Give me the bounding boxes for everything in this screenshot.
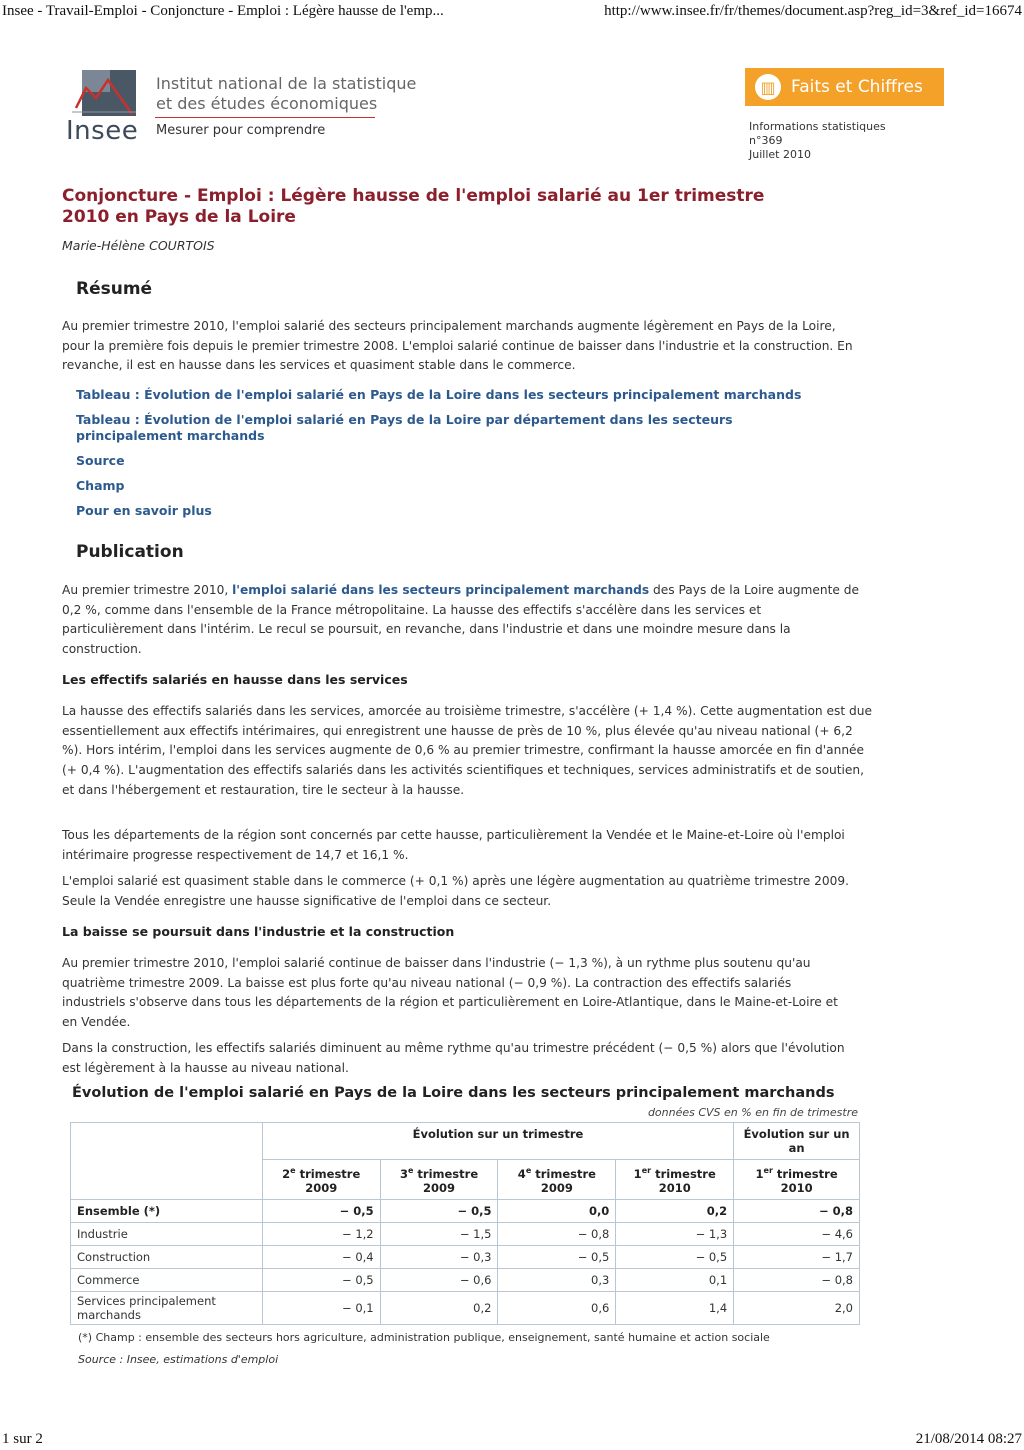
cell-value: − 0,1 <box>262 1291 380 1324</box>
cell-value: − 0,5 <box>262 1199 380 1222</box>
cell-value: − 0,5 <box>380 1199 498 1222</box>
period-header: 4e trimestre 2009 <box>498 1160 616 1200</box>
cell-value: − 1,5 <box>380 1222 498 1245</box>
info-date: Juillet 2010 <box>749 148 811 161</box>
employment-table <box>70 1122 860 1325</box>
link-en-savoir-plus[interactable]: Pour en savoir plus <box>76 503 212 518</box>
table-corner <box>71 1123 263 1200</box>
faits-et-chiffres-button[interactable] <box>745 68 944 106</box>
publication-intro <box>62 581 862 660</box>
chart-icon: ▥ <box>755 74 781 100</box>
cell-value: − 0,8 <box>734 1199 860 1222</box>
article-author: Marie-Hélène COURTOIS <box>62 238 215 253</box>
cell-value: − 0,4 <box>262 1245 380 1268</box>
cell-value: − 0,8 <box>734 1268 860 1291</box>
table-footnote: (*) Champ : ensemble des secteurs hors agriculture, administration publique, enseignement, santé humaine et action sociale <box>78 1331 770 1344</box>
cell-value: − 0,5 <box>498 1245 616 1268</box>
cell-value: − 0,6 <box>380 1268 498 1291</box>
link-tableau-secteurs[interactable]: Tableau : Évolution de l'emploi salarié en Pays de la Loire dans les secteurs principalement marchands <box>76 387 802 402</box>
period-header: 3e trimestre 2009 <box>380 1160 498 1200</box>
row-label: Commerce <box>71 1268 263 1291</box>
print-footer-datetime: 21/08/2014 08:27 <box>915 1431 1022 1447</box>
period-header: 1er trimestre 2010 <box>616 1160 734 1200</box>
cell-value: 0,3 <box>498 1268 616 1291</box>
paragraph-construction: Dans la construction, les effectifs salariés diminuent au même rythme qu'au trimestre précédent (− 0,5 %) alors que l'évolution est légèrement à la hausse au niveau national. <box>62 1041 845 1075</box>
period-header: 1er trimestre 2010 <box>734 1160 860 1200</box>
subheading-services: Les effectifs salariés en hausse dans les services <box>62 672 408 687</box>
print-header-url: http://www.insee.fr/fr/themes/document.asp?reg_id=3&ref_id=16674 <box>604 3 1022 19</box>
row-label: Construction <box>71 1245 263 1268</box>
link-tableau-departements[interactable]: Tableau : Évolution de l'emploi salarié en Pays de la Loire par département dans les secteurs principalement marchands <box>76 412 733 443</box>
row-label: Industrie <box>71 1222 263 1245</box>
cell-value: − 0,5 <box>616 1245 734 1268</box>
link-champ[interactable]: Champ <box>76 478 125 493</box>
cell-value: − 1,7 <box>734 1245 860 1268</box>
cell-value: 0,2 <box>380 1291 498 1324</box>
row-label: Services principalement marchands <box>71 1291 263 1324</box>
resume-heading: Résumé <box>76 279 153 299</box>
print-header-title: Insee - Travail-Emploi - Conjoncture - Emploi : Légère hausse de l'emp... <box>2 3 444 19</box>
publication-heading: Publication <box>76 542 184 562</box>
link-emploi-salarie[interactable]: l'emploi salarié dans les secteurs principalement marchands <box>232 583 650 597</box>
cell-value: 0,6 <box>498 1291 616 1324</box>
table-row <box>71 1268 860 1291</box>
cell-value: − 0,5 <box>262 1268 380 1291</box>
paragraph-commerce: L'emploi salarié est quasiment stable dans le commerce (+ 0,1 %) après une légère augmentation au quatrième trimestre 2009. Seule la Vendée enregistre une hausse significative de l'emploi dans ce secteur. <box>62 874 850 908</box>
info-line1: Informations statistiques <box>749 120 886 133</box>
subheading-industrie: La baisse se poursuit dans l'industrie et la construction <box>62 924 455 939</box>
cell-value: 0,0 <box>498 1199 616 1222</box>
header-evolution-trimestre: Évolution sur un trimestre <box>262 1123 733 1160</box>
table-row <box>71 1291 860 1324</box>
article-title: Conjoncture - Emploi : Légère hausse de l'emploi salarié au 1er trimestre 2010 en Pays de la Loire <box>62 186 765 227</box>
info-number: n°369 <box>749 134 783 147</box>
table-row <box>71 1222 860 1245</box>
faits-et-chiffres-label: Faits et Chiffres <box>791 77 923 97</box>
institute-name-line2: et des études économiques <box>156 94 378 113</box>
cell-value: 0,1 <box>616 1268 734 1291</box>
row-label: Ensemble (*) <box>71 1199 263 1222</box>
link-source[interactable]: Source <box>76 453 125 468</box>
table-title: Évolution de l'emploi salarié en Pays de la Loire dans les secteurs principalement marchands <box>72 1085 835 1101</box>
intro-text-before: Au premier trimestre 2010, <box>62 583 233 597</box>
resume-text: Au premier trimestre 2010, l'emploi salarié des secteurs principalement marchands augmente légèrement en Pays de la Loire, pour la première fois depuis le premier trimestre 2008. L'emploi salarié continue de baisser dans l'industrie et la construction. En revanche, il est en hausse dans les services et quasiment stable dans le commerce. <box>62 319 853 373</box>
print-footer-page: 1 sur 2 <box>2 1431 43 1447</box>
intro-text-after: des Pays de la Loire augmente de 0,2 %, comme dans l'ensemble de la France métropolitaine. La hausse des effectifs s'accélère dans les services et particulièrement dans l'intérim. Le recul se poursuit, en revanche, dans l'industrie et dans une moindre mesure dans la construction. <box>62 583 859 657</box>
table-body <box>71 1199 860 1324</box>
cell-value: − 0,8 <box>498 1222 616 1245</box>
institute-tagline: Mesurer pour comprendre <box>156 123 326 138</box>
paragraph-departements: Tous les départements de la région sont concernés par cette hausse, particulièrement la Vendée et le Maine-et-Loire où l'emploi intérimaire progresse respectivement de 14,7 et 16,1 %. <box>62 828 845 862</box>
paragraph-industrie: Au premier trimestre 2010, l'emploi salarié continue de baisser dans l'industrie (− 1,3 %), à un rythme plus soutenu qu'au quatrième trimestre 2009. La baisse est plus forte qu'au niveau national (− 0,9 %). La contraction des effectifs salariés industriels s'observe dans tous les départements de la région et particulièrement en Loire-Atlantique, dans le Maine-et-Loire et en Vendée. <box>62 956 838 1030</box>
cell-value: − 1,2 <box>262 1222 380 1245</box>
cell-value: 2,0 <box>734 1291 860 1324</box>
institute-name-line1: Institut national de la statistique <box>156 74 417 93</box>
logo-divider <box>155 117 375 118</box>
period-header: 2e trimestre 2009 <box>262 1160 380 1200</box>
table-row <box>71 1199 860 1222</box>
cell-value: 1,4 <box>616 1291 734 1324</box>
cell-value: − 4,6 <box>734 1222 860 1245</box>
table-row <box>71 1245 860 1268</box>
header-evolution-an: Évolution sur un an <box>734 1123 860 1160</box>
cell-value: − 0,3 <box>380 1245 498 1268</box>
table-source: Source : Insee, estimations d'emploi <box>78 1353 279 1366</box>
paragraph-services: La hausse des effectifs salariés dans les services, amorcée au troisième trimestre, s'accélère (+ 1,4 %). Cette augmentation est due essentiellement aux effectifs intérimaires, qui enregistrent une hausse de près de 10 %, plus élevée qu'au niveau national (+ 6,2 %). Hors intérim, l'emploi dans les services augmente de 0,6 % au premier trimestre, confirmant la hausse amorcée en fin d'année (+ 0,4 %). L'augmentation des effectifs salariés dans les activités scientifiques et techniques, services administratifs et de soutien, et dans l'hébergement et restauration, tire le secteur à la hausse. <box>62 704 872 797</box>
insee-logo-text[interactable]: Insee <box>66 116 139 146</box>
table-note: données CVS en % en fin de trimestre <box>647 1106 858 1119</box>
cell-value: − 1,3 <box>616 1222 734 1245</box>
cell-value: 0,2 <box>616 1199 734 1222</box>
